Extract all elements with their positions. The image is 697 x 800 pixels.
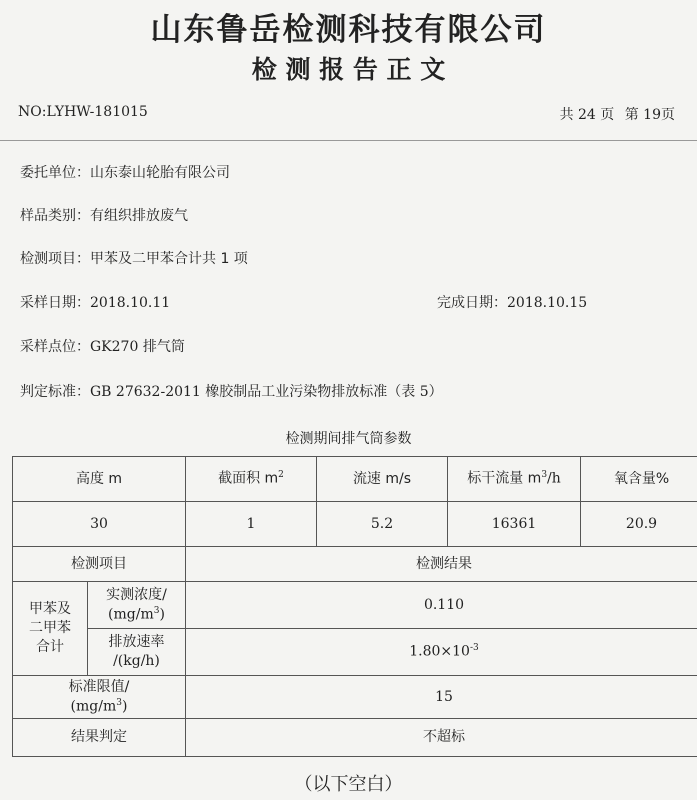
height-value: 30 <box>13 502 186 547</box>
judgement-label: 结果判定 <box>13 719 186 757</box>
sampling-date-field <box>20 292 170 312</box>
table-row <box>13 719 697 757</box>
test-item-field <box>20 248 248 268</box>
judgement-value: 不超标 <box>186 719 697 757</box>
blank-note: （以下空白） <box>294 774 403 795</box>
sample-type-value: 有组织排放废气 <box>90 208 188 224</box>
completion-date-label: 完成日期： <box>437 295 507 311</box>
area-header: 截面积 $m^2$ <box>186 457 317 502</box>
table-row <box>13 676 697 719</box>
sampling-point-value: GK270 排气筒 <box>90 339 185 355</box>
height-header: 高度 m <box>13 457 186 502</box>
client-label: 委托单位： <box>20 165 90 181</box>
table-row <box>13 457 697 502</box>
velocity-value: 5.2 <box>317 502 448 547</box>
area-value: 1 <box>186 502 317 547</box>
sampling-date-label: 采样日期： <box>20 295 90 311</box>
sampling-point-field <box>20 336 185 356</box>
emission-rate-label: 排放速率 /(kg/h) <box>88 629 186 676</box>
flow-header: 标干流量 $m^3/h$ <box>448 457 581 502</box>
sampling-point-label: 采样点位： <box>20 339 90 355</box>
company-name: 山东鲁岳检测科技有限公司 <box>150 12 547 48</box>
test-item-label: 检测项目： <box>20 251 90 267</box>
client-value: 山东泰山轮胎有限公司 <box>90 165 230 181</box>
limit-label: 标准限值/ $(mg/m^3)$ <box>13 676 186 719</box>
document-title: 检 测 报 告 正 文 <box>251 55 446 84</box>
concentration-value: 0.110 <box>186 582 697 629</box>
item-header: 检测项目 <box>13 547 186 582</box>
table-row <box>13 582 697 629</box>
flow-value: 16361 <box>448 502 581 547</box>
header-divider <box>0 140 697 141</box>
standard-label: 判定标准： <box>20 384 90 400</box>
sampling-date-value: 2018.10.11 <box>90 295 171 311</box>
table-row <box>13 547 697 582</box>
sample-type-field <box>20 205 188 225</box>
substance-label: 甲苯及 二甲苯 合计 <box>13 582 88 676</box>
current-page: 第 19页 <box>624 107 675 123</box>
limit-value: 15 <box>186 676 697 719</box>
table-caption: 检测期间排气筒参数 <box>285 431 412 447</box>
completion-date-value: 2018.10.15 <box>507 295 588 311</box>
standard-value: GB 27632-2011 橡胶制品工业污染物排放标准（表 5） <box>90 384 443 400</box>
page-indicator <box>554 104 675 124</box>
emission-rate-value: $1.80\times 10^{-3}$ <box>186 629 697 676</box>
report-number: NO:LYHW-181015 <box>18 104 148 120</box>
standard-field <box>20 381 443 401</box>
completion-date-field <box>437 292 587 312</box>
oxygen-header: 氧含量% <box>581 457 697 502</box>
results-table <box>12 456 697 757</box>
test-item-value: 甲苯及二甲苯合计共 1 项 <box>90 251 248 267</box>
table-row <box>13 629 697 676</box>
oxygen-value: 20.9 <box>581 502 697 547</box>
client-field <box>20 162 230 182</box>
total-pages: 共 24 页 <box>559 107 615 123</box>
table-row <box>13 502 697 547</box>
result-header: 检测结果 <box>186 547 697 582</box>
sample-type-label: 样品类别： <box>20 208 90 224</box>
velocity-header: 流速 m/s <box>317 457 448 502</box>
concentration-label: 实测浓度/ $(mg/m^3)$ <box>88 582 186 629</box>
